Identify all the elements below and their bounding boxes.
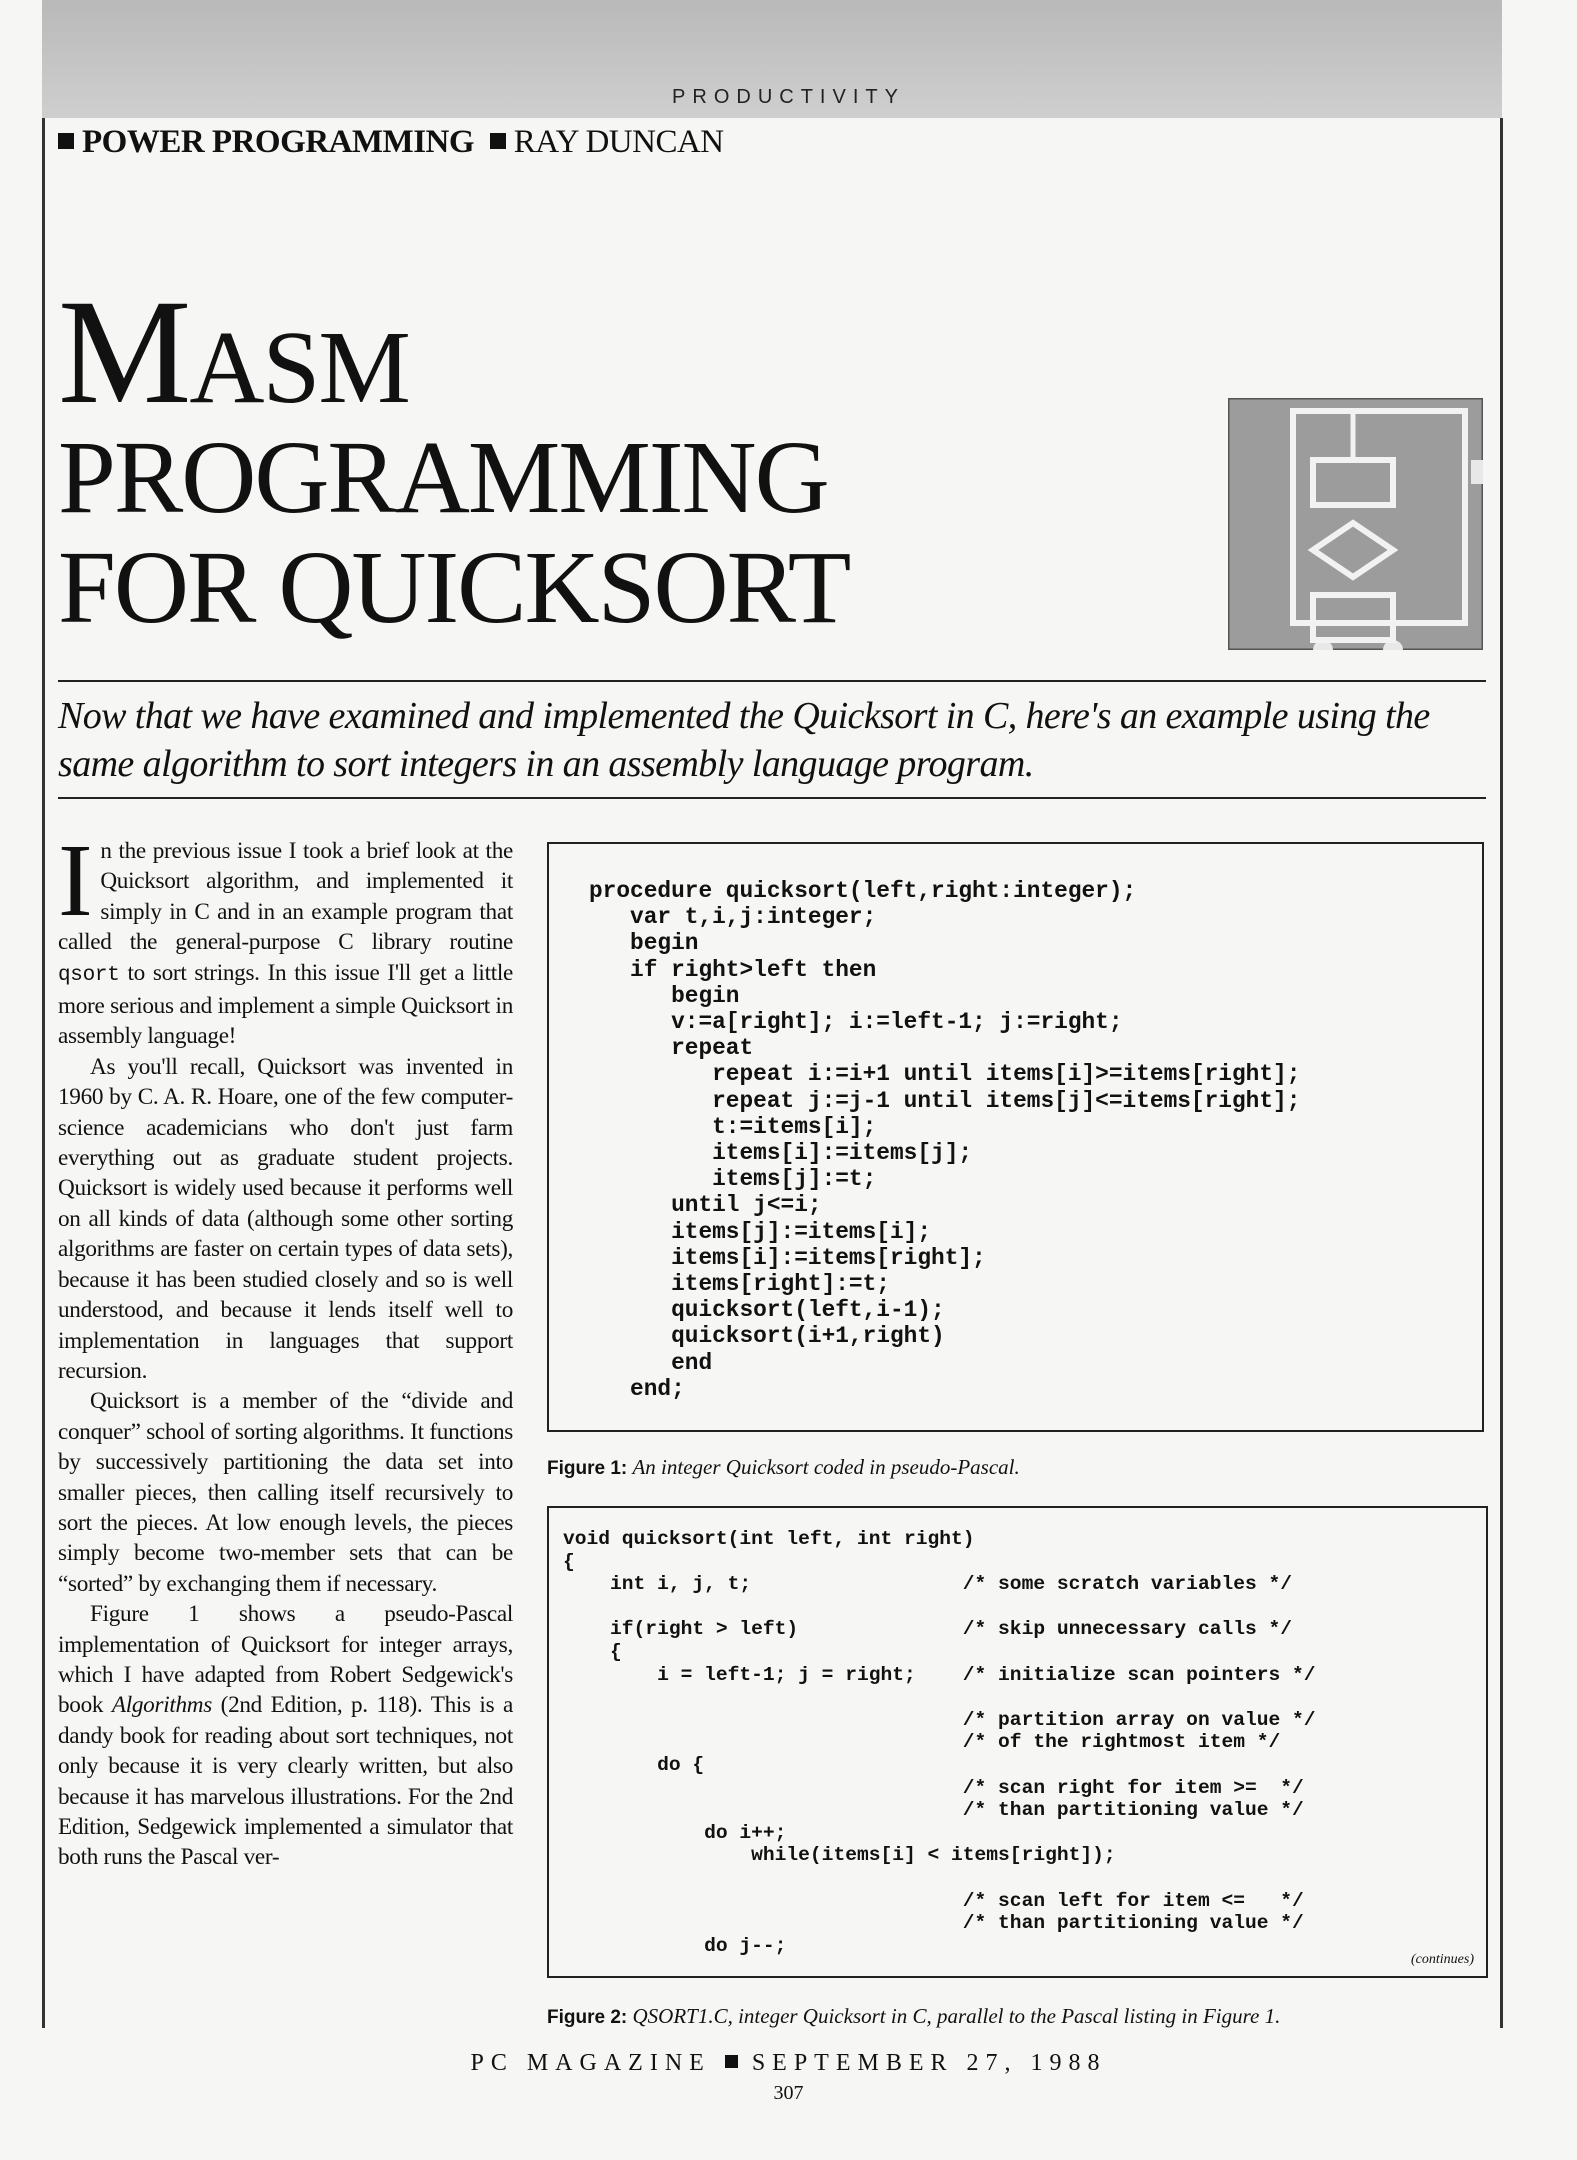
- pascal-code-listing: procedure quicksort(left,right:integer); var t,i,j:integer; begin if right>left then begin v:=a[right]; i:=left-1; j:=right; repeat repeat i:=i+1 until items[i]>=items[right]; repeat j:=j-1 until items[j]<=items[right]; t:=items[i]; items[i]:=items[j]; items[j]:=t; until j<=i; items[j]:=items[i]; items[i]:=items[right]; items[right]:=t; quicksort(left,i-1); quicksort(i+1,right) end end;: [589, 878, 1301, 1402]
- paragraph: Quicksort is a member of the “divide and conquer” school of sorting algorithms. It functions by successively partitioning the data set into smaller pieces, then calling itself recursively to sort the pieces. At low enough levels, the pieces simply become two-member sets that can be “sorted” by exchanging them if necessary.: [58, 1388, 513, 1597]
- section-label: PRODUCTIVITY: [672, 86, 905, 108]
- page-number: 307: [773, 2082, 804, 2104]
- title-line-2: PROGRAMMING: [58, 420, 828, 535]
- title-rule: [58, 680, 1486, 682]
- title-line-1: MASM: [58, 269, 409, 435]
- drop-cap: I: [58, 823, 93, 938]
- figure-2-caption: Figure 2: QSORT1.C, integer Quicksort in C, parallel to the Pascal listing in Figure 1.: [547, 2004, 1281, 2028]
- paragraph: Figure 1 shows a pseudo-Pascal implementation of Quicksort for integer arrays, which I have adapted from Robert Sedgewick's book Algorithms (2nd Edition, p. 118). This is a dandy book for reading about sort techniques, not only because it is very clearly written, but also because it has marvelous illustrations. For the 2nd Edition, Sedgewick implemented a simulator that both runs the Pascal ver-: [58, 1601, 513, 1871]
- bullet-square-icon: [490, 133, 506, 149]
- paragraph: As you'll recall, Quicksort was invented in 1960 by C. A. R. Hoare, one of the few computer-science academicians who don't just farm everything out as graduate student projects. Quicksort is widely used because it performs well on all kinds of data (although some other sorting algorithms are faster on certain types of data sets), because it has been studied closely and so is well understood, and because it lends itself well to implementation in languages that support recursion.: [58, 1053, 513, 1384]
- column-name: POWER PROGRAMMING: [82, 124, 475, 160]
- figure-2-box: [547, 1506, 1488, 1978]
- continues-note: (continues): [1411, 1952, 1474, 1967]
- paragraph: In the previous issue I took a brief look at the Quicksort algorithm, and implemented it simply in C and in an example program that called the general-purpose C library routine qsort to sort strings. In this issue I'll get a little more serious and implement a simple Quicksort in assembly language!: [58, 823, 513, 1050]
- figure-1-caption: Figure 1: An integer Quicksort coded in pseudo-Pascal.: [547, 1455, 1020, 1479]
- article-title: [58, 269, 850, 645]
- body-text-column: [58, 823, 513, 1873]
- page-frame-right: [1500, 118, 1503, 2028]
- inline-code: qsort: [58, 963, 120, 987]
- author-name: RAY DUNCAN: [513, 124, 724, 160]
- book-title: Algorithms: [111, 1692, 212, 1719]
- c-code-listing: void quicksort(int left, int right) { int i, j, t; /* some scratch variables */ if(right > left) /* skip unnecessary calls */ { i = left-1; j = right; /* initialize scan pointers */ /* partition array on value */ /* of the rightmost item */ do { /* scan right for item >= */ /* than partitioning value */ do i++; while(items[i] < items[right]); /* scan left for item <= */ /* than partitioning value */ do j--;: [563, 1528, 1316, 1957]
- issue-date: SEPTEMBER 27, 1988: [751, 2050, 1107, 2076]
- column-header: [58, 124, 724, 161]
- figure-1-box: [547, 842, 1484, 1432]
- article-deck: Now that we have examined and implemented the Quicksort in C, here's an example using the same algorithm to sort integers in an assembly language program.: [58, 695, 1430, 785]
- flowchart-logo-icon: [1228, 398, 1483, 650]
- page-footer: [0, 2050, 1577, 2077]
- deck-rule: [58, 797, 1486, 799]
- bullet-square-icon: [725, 2055, 738, 2068]
- page-frame-left: [42, 118, 45, 2028]
- magazine-name: PC MAGAZINE: [470, 2050, 711, 2076]
- title-line-3: FOR QUICKSORT: [58, 530, 850, 645]
- bullet-square-icon: [58, 133, 74, 149]
